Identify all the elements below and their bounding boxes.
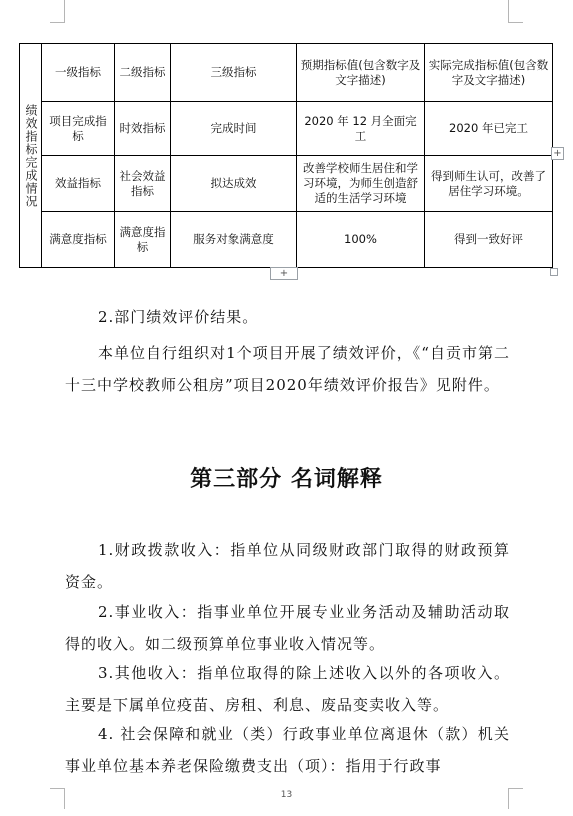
paragraph-text: 3.其他收入：指单位取得的除上述收入以外的各项收入。主要是下属单位疫苗、房租、利息、废品变卖收入等。 xyxy=(65,664,510,714)
table-resize-handle[interactable] xyxy=(550,268,558,276)
table-side-plus-icon[interactable]: + xyxy=(551,147,564,160)
table-cell[interactable]: 得到师生认可，改善了居住学习环境。 xyxy=(425,156,553,212)
table-row xyxy=(20,102,553,156)
table-cell[interactable]: 100% xyxy=(297,212,425,268)
paragraph-text: 1.财政拨款收入：指单位从同级财政部门取得的财政预算资金。 xyxy=(65,541,510,591)
paragraph xyxy=(65,534,510,598)
table-cell[interactable]: 效益指标 xyxy=(42,156,115,212)
table-cell[interactable]: 满意度指标 xyxy=(42,212,115,268)
crop-mark-top-left xyxy=(50,0,65,23)
section-heading: 第三部分 名词解释 xyxy=(190,467,383,492)
table-cell[interactable]: 服务对象满意度 xyxy=(171,212,297,268)
table-cell[interactable]: 拟达成效 xyxy=(171,156,297,212)
paragraph xyxy=(65,337,510,401)
paragraph-text: 4. 社会保障和就业（类）行政事业单位离退休（款）机关事业单位基本养老保险缴费支出（项）：指用于行政事 xyxy=(65,725,510,775)
table-cell[interactable]: 社会效益指标 xyxy=(115,156,171,212)
page-number: 13 xyxy=(280,790,293,800)
header-cell[interactable]: 二级指标 xyxy=(115,44,171,102)
performance-indicator-table xyxy=(19,43,553,268)
table-row xyxy=(20,156,553,212)
table-cell[interactable]: 得到一致好评 xyxy=(425,212,553,268)
crop-mark-top-right xyxy=(508,0,523,23)
paragraph-text: 本单位自行组织对1个项目开展了绩效评价，《“自贡市第二十三中学校教师公租房”项目2020年绩效评价报告》见附件。 xyxy=(65,344,510,394)
table-cell[interactable]: 改善学校师生居住和学习环境，为师生创造舒适的生活学习环境 xyxy=(297,156,425,212)
paragraph xyxy=(65,718,510,782)
paragraph xyxy=(65,657,510,721)
table-cell[interactable]: 项目完成指标 xyxy=(42,102,115,156)
paragraph-text: 2.部门绩效评价结果。 xyxy=(98,308,259,326)
paragraph-text: 2.事业收入：指事业单位开展专业业务活动及辅助活动取得的收入。如二级预算单位事业收入情况等。 xyxy=(65,603,510,653)
header-cell[interactable]: 一级指标 xyxy=(42,44,115,102)
table-cell[interactable]: 完成时间 xyxy=(171,102,297,156)
add-row-plus-icon[interactable]: + xyxy=(270,267,298,280)
table-header-row xyxy=(20,44,553,102)
table-row xyxy=(20,212,553,268)
header-cell[interactable]: 预期指标值(包含数字及文字描述) xyxy=(297,44,425,102)
header-cell[interactable]: 实际完成指标值(包含数字及文字描述) xyxy=(425,44,553,102)
paragraph xyxy=(65,596,510,660)
table-cell[interactable]: 满意度指标 xyxy=(115,212,171,268)
row-group-header: 绩效指标完成情况 xyxy=(20,44,42,268)
table-cell[interactable]: 2020 年已完工 xyxy=(425,102,553,156)
header-cell[interactable]: 三级指标 xyxy=(171,44,297,102)
paragraph xyxy=(65,301,510,333)
table-cell[interactable]: 时效指标 xyxy=(115,102,171,156)
table-cell[interactable]: 2020 年 12 月全面完工 xyxy=(297,102,425,156)
